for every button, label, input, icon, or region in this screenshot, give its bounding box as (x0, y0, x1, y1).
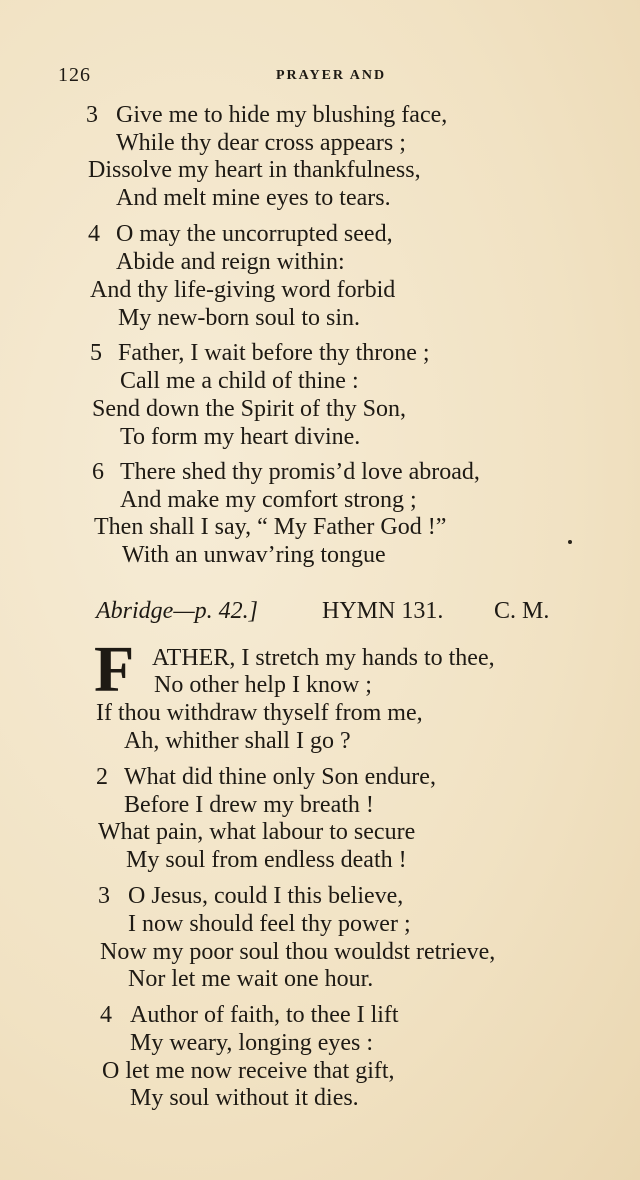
verse-line: My new-born soul to sin. (118, 305, 360, 331)
verse-line: What pain, what labour to secure (98, 819, 416, 845)
verse-line: Send down the Spirit of thy Son, (92, 396, 407, 422)
verse-line: While thy dear cross appears ; (116, 130, 406, 156)
stanza-number: 4 (88, 221, 100, 247)
stanza-number: 5 (90, 340, 102, 366)
verse-line: Father, I wait before thy throne ; (118, 340, 430, 366)
verse-line: Nor let me wait one hour. (128, 966, 374, 992)
hymn-meter: C. M. (494, 598, 550, 624)
page-number: 126 (58, 64, 91, 86)
verse-line: ATHER, I stretch my hands to thee, (152, 645, 495, 671)
verse-line: Before I drew my breath ! (124, 792, 374, 818)
verse-line: Author of faith, to thee I lift (130, 1002, 399, 1028)
verse-line: If thou withdraw thyself from me, (96, 700, 423, 726)
verse-line: My soul without it dies. (130, 1085, 359, 1111)
hymn-heading (96, 598, 576, 628)
stanza-number: 3 (86, 102, 98, 128)
verse-line: I now should feel thy power ; (128, 911, 411, 937)
verse-line: O let me now receive that gift, (102, 1058, 395, 1084)
verse-line: Ah, whither shall I go ? (124, 728, 351, 754)
stray-dot (568, 540, 572, 544)
verse-line: Now my poor soul thou wouldst retrieve, (100, 939, 496, 965)
verse-line: And melt mine eyes to tears. (116, 185, 391, 211)
stanza-number: 3 (98, 883, 110, 909)
verse-line: Dissolve my heart in thankfulness, (88, 157, 421, 183)
verse-line: There shed thy promis’d love abroad, (120, 459, 480, 485)
page-header (58, 64, 578, 88)
verse-line: Abide and reign within: (116, 249, 345, 275)
verse-line: O Jesus, could I this believe, (128, 883, 404, 909)
verse-line: Then shall I say, “ My Father God !” (94, 514, 447, 540)
verse-line: No other help I know ; (154, 672, 372, 698)
verse-line: With an unwav’ring tongue (122, 542, 386, 568)
stanza-number: 6 (92, 459, 104, 485)
drop-cap: F (94, 633, 135, 706)
running-head: PRAYER AND (276, 68, 387, 83)
verse-line: What did thine only Son endure, (124, 764, 436, 790)
verse-line: My weary, longing eyes : (130, 1030, 374, 1056)
verse-line: And make my comfort strong ; (120, 487, 417, 513)
hymn-reference: Abridge—p. 42.] (96, 598, 258, 624)
stanza-number: 2 (96, 764, 108, 790)
verse-line: Call me a child of thine : (120, 368, 359, 394)
verse-line: O may the uncorrupted seed, (116, 221, 393, 247)
verse-line: My soul from endless death ! (126, 847, 407, 873)
stanza-number: 4 (100, 1002, 112, 1028)
verse-line: And thy life-giving word forbid (90, 277, 396, 303)
verse-line: Give me to hide my blushing face, (116, 102, 448, 128)
verse-line: To form my heart divine. (120, 424, 361, 450)
hymn-title: HYMN 131. (322, 598, 444, 624)
